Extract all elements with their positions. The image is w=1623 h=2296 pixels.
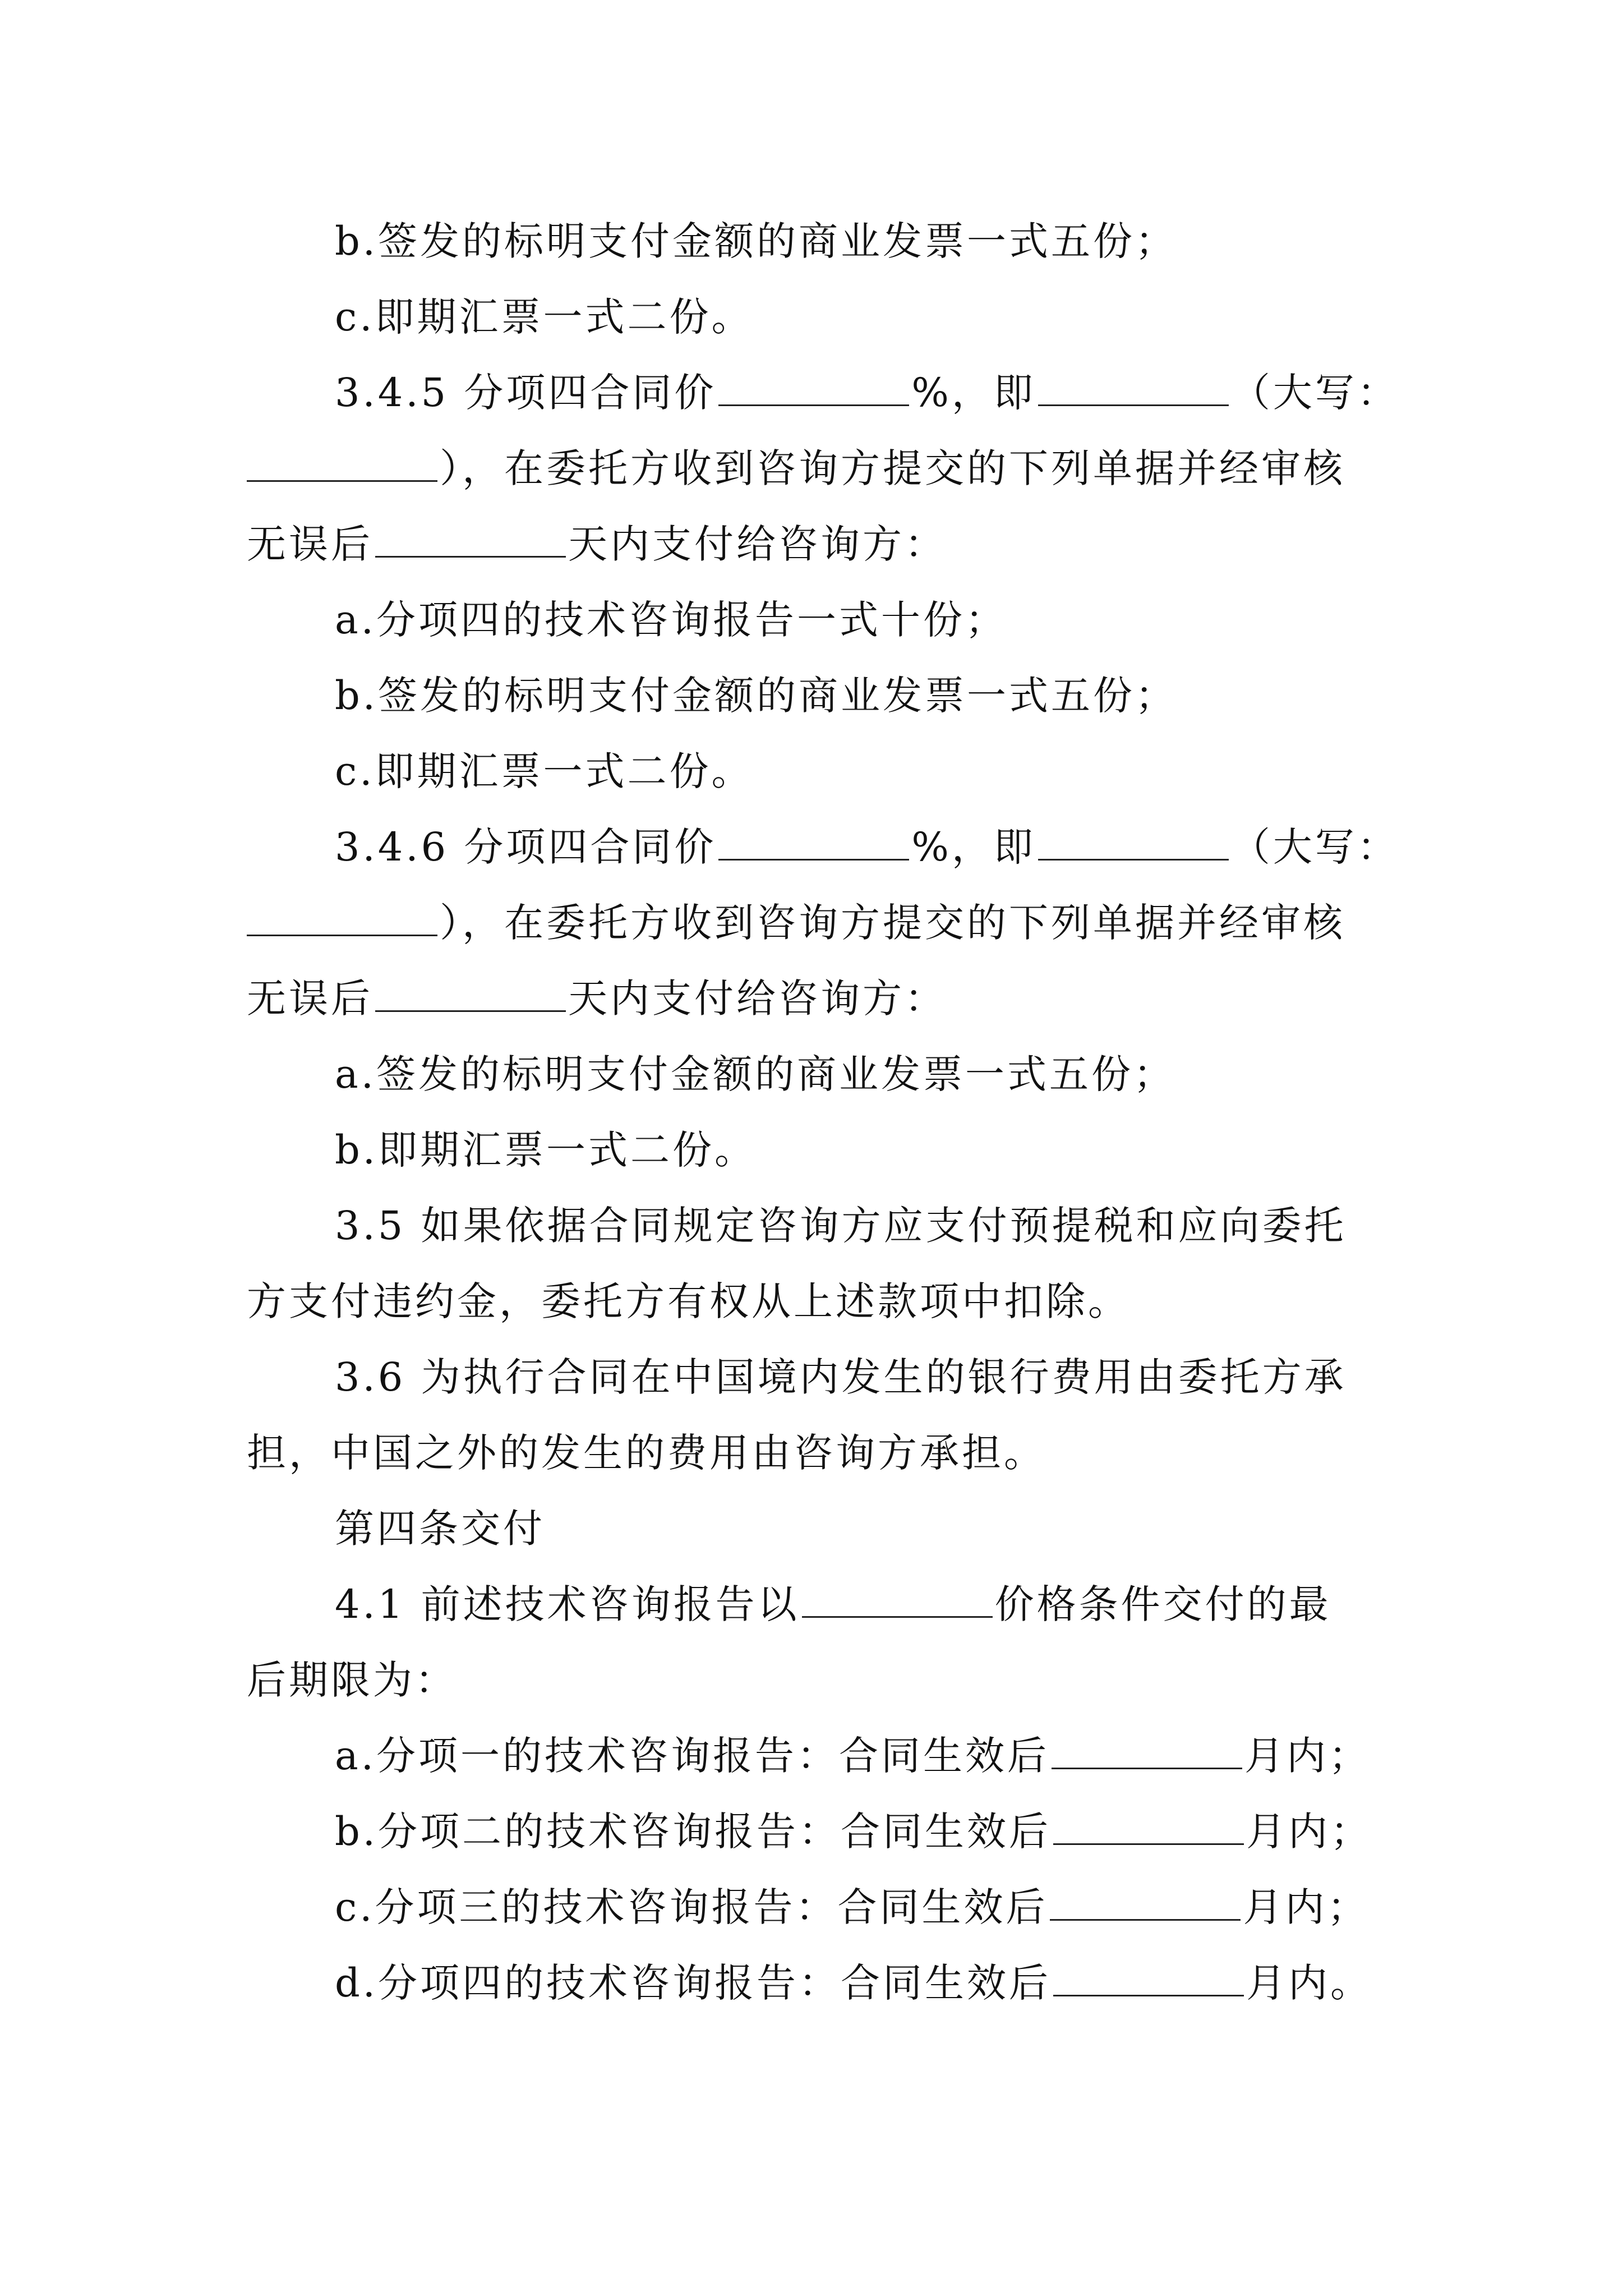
line-item-b-invoice (335, 670, 1177, 721)
line-deadline-item-a (335, 1731, 1371, 1781)
line-item-a-report (335, 595, 1007, 645)
line-clause-4-1 (335, 1579, 1331, 1630)
text: 方支付违约金，委托方有权从上述款项中扣除。 (247, 1278, 1130, 1324)
text: b.签发的标明支付金额的商业发票一式五份； (335, 218, 1178, 264)
text: 后期限为： (247, 1657, 457, 1703)
line-payment-item-b-invoice (335, 216, 1177, 266)
blank-percentage (718, 822, 909, 861)
section-heading-article-4 (335, 1503, 545, 1554)
line-clause-3-4-6-cont (247, 898, 1345, 948)
blank-months (1053, 1806, 1244, 1845)
text: 担，中国之外的发生的费用由咨询方承担。 (247, 1430, 1046, 1476)
blank-months (1050, 1882, 1241, 1921)
blank-months (1052, 1731, 1242, 1769)
text: 3.4.6 分项四合同价 (335, 824, 717, 870)
text: c.即期汇票一式二份。 (335, 748, 754, 794)
text: 价格条件交付的最 (994, 1581, 1331, 1627)
line-clause-3-4-5-days (247, 519, 947, 569)
text: ），在委托方收到咨询方提交的下列单据并经审核 (440, 445, 1345, 491)
blank-percentage (718, 367, 909, 406)
text: 无误后 (247, 521, 373, 567)
line-clause-4-1-cont (247, 1655, 457, 1705)
text: c.分项三的技术咨询报告：合同生效后 (335, 1884, 1048, 1930)
text: b.即期汇票一式二份。 (335, 1127, 757, 1173)
line-clause-3-5 (335, 1200, 1347, 1251)
blank-amount-in-words (247, 898, 437, 936)
line-clause-3-4-6-days (247, 973, 947, 1024)
text: 月内。 (1246, 1960, 1373, 2006)
text: b.分项二的技术咨询报告：合同生效后 (335, 1809, 1052, 1855)
line-deadline-item-d (335, 1958, 1372, 2008)
text: 月内； (1246, 1809, 1373, 1855)
line-clause-3-6 (335, 1352, 1347, 1402)
blank-amount (1038, 822, 1229, 861)
blank-days (375, 973, 566, 1012)
text: （大写： (1230, 370, 1399, 416)
text: d.分项四的技术咨询报告：合同生效后 (335, 1960, 1052, 2006)
text: 第四条交付 (335, 1506, 545, 1552)
text: 天内支付给咨询方： (568, 521, 947, 567)
text: 无误后 (247, 976, 373, 1022)
text: a.分项四的技术咨询报告一式十份； (335, 597, 1007, 643)
text: 4.1 前述技术咨询报告以 (335, 1581, 800, 1627)
line-clause-3-6-cont (247, 1428, 1046, 1478)
text: b.签发的标明支付金额的商业发票一式五份； (335, 673, 1178, 719)
line-item-c-draft (335, 746, 753, 797)
text: a.分项一的技术咨询报告：合同生效后 (335, 1733, 1049, 1779)
line-deadline-item-b (335, 1806, 1372, 1857)
text: 天内支付给咨询方： (568, 976, 947, 1022)
line-payment-item-c-draft (335, 292, 753, 342)
line-item-a-invoice (335, 1049, 1175, 1099)
line-clause-3-5-cont (247, 1276, 1130, 1327)
blank-days (375, 519, 566, 558)
text: ），在委托方收到咨询方提交的下列单据并经审核 (440, 900, 1345, 946)
text: c.即期汇票一式二份。 (335, 294, 754, 340)
text: 3.4.5 分项四合同价 (335, 370, 717, 416)
line-clause-3-4-5 (335, 367, 1399, 418)
text: （大写： (1230, 824, 1399, 870)
blank-amount-in-words (247, 443, 437, 482)
text: 月内； (1243, 1884, 1370, 1930)
text: %，即 (911, 824, 1036, 870)
blank-months (1053, 1958, 1244, 1996)
line-clause-3-4-5-cont (247, 443, 1345, 494)
blank-price-term (802, 1579, 993, 1618)
text: 3.6 为执行合同在中国境内发生的银行费用由委托方承 (335, 1354, 1347, 1400)
text: a.签发的标明支付金额的商业发票一式五份； (335, 1051, 1175, 1097)
text: 3.5 如果依据合同规定咨询方应支付预提税和应向委托 (335, 1203, 1347, 1249)
blank-amount (1038, 367, 1229, 406)
line-item-b-draft (335, 1125, 757, 1175)
line-deadline-item-c (335, 1882, 1369, 1932)
text: 月内； (1244, 1733, 1371, 1779)
text: %，即 (911, 370, 1036, 416)
line-clause-3-4-6 (335, 822, 1399, 872)
